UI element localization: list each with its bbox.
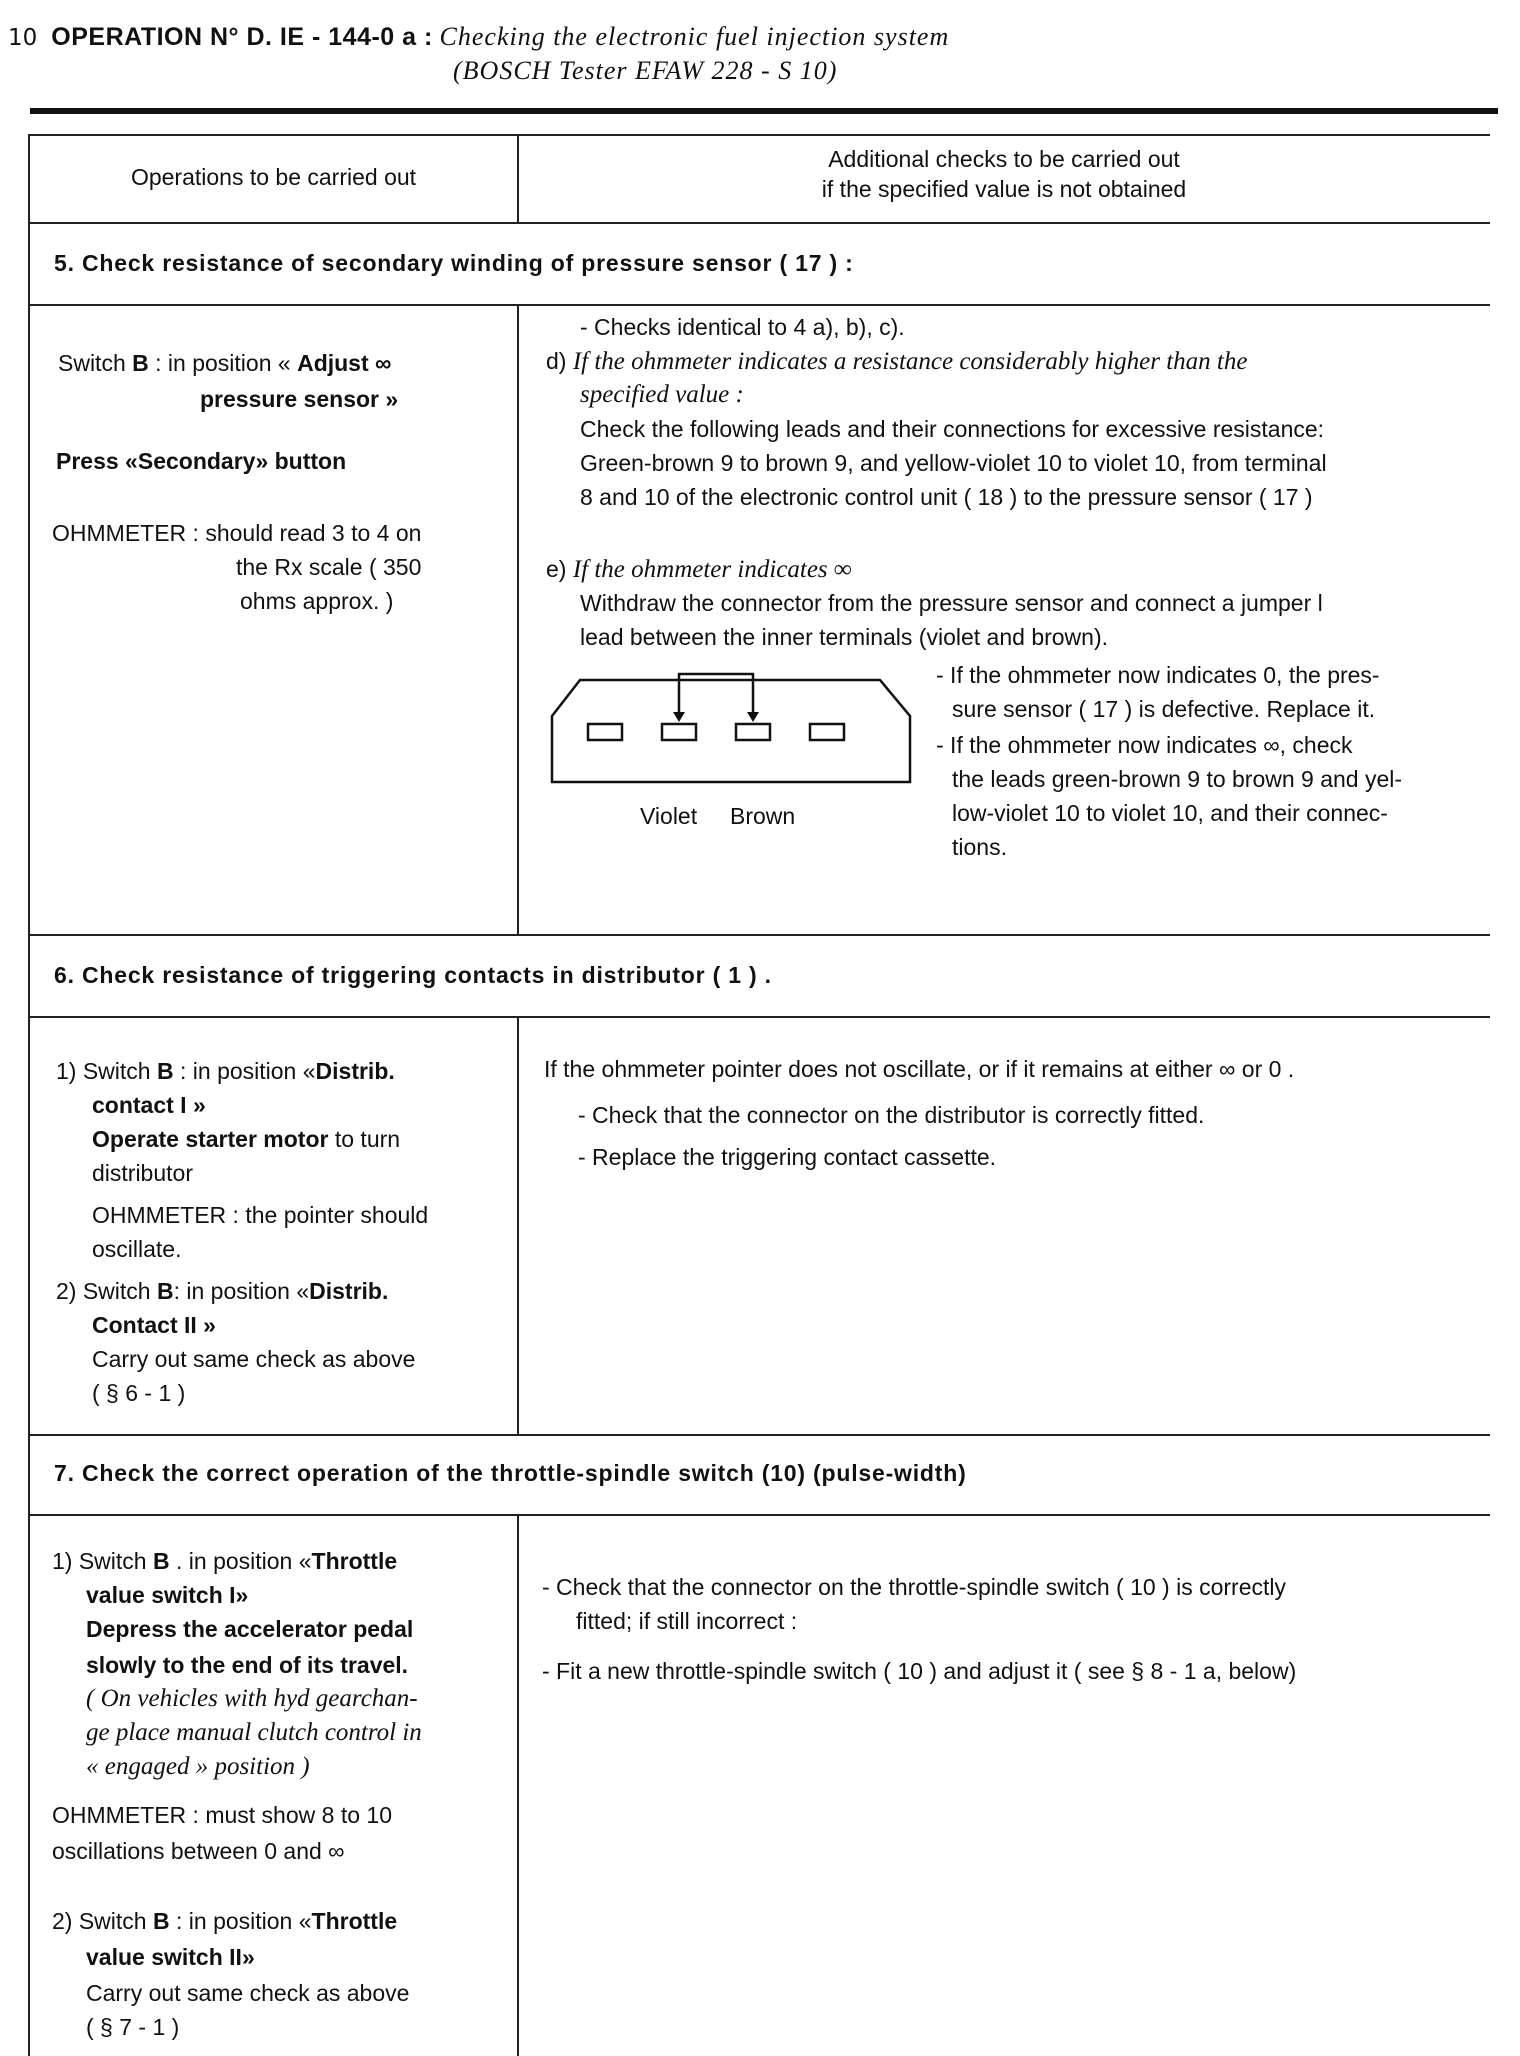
section6-title-border xyxy=(30,1016,1490,1018)
procedure-table xyxy=(28,134,1490,2056)
s7-ohm-line2: oscillations between 0 and ∞ xyxy=(52,1838,345,1864)
header-line-1 xyxy=(8,22,1508,52)
s7-step2-line3: Carry out same check as above xyxy=(86,1980,410,2006)
s6-right-line1: If the ohmmeter pointer does not oscillate, or if it remains at either ∞ or 0 . xyxy=(544,1056,1295,1082)
s5-ohm-line3: ohms approx. ) xyxy=(240,588,394,614)
s7-step2-line1: 2) Switch B : in position «Throttle xyxy=(52,1908,398,1934)
s6-step2-line4: ( § 6 - 1 ) xyxy=(92,1380,186,1406)
terminal-brown xyxy=(736,724,770,740)
s5-e-line3: lead between the inner terminals (violet and brown). xyxy=(580,624,1109,650)
s5-checks-line: - Checks identical to 4 a), b), c). xyxy=(580,314,905,340)
terminal-violet xyxy=(662,724,696,740)
connector-outline xyxy=(552,680,910,782)
s7-step1-italic3: « engaged » position ) xyxy=(86,1753,310,1780)
s5-bullet2-line4: tions. xyxy=(952,834,1007,860)
col2-header-line1: Additional checks to be carried out xyxy=(828,146,1180,172)
section7-divider xyxy=(517,1514,519,2056)
s7-step2-line4: ( § 7 - 1 ) xyxy=(86,2014,180,2040)
s6-step2-line3: Carry out same check as above xyxy=(92,1346,416,1372)
operation-code: OPERATION N° D. IE - 144-0 a : xyxy=(51,23,433,51)
s6-step1-line6: oscillate. xyxy=(92,1236,182,1262)
s5-switch-line2: pressure sensor » xyxy=(200,386,399,412)
col2-header-line2: if the specified value is not obtained xyxy=(821,176,1187,202)
s6-step1-line5: OHMMETER : the pointer should xyxy=(92,1202,429,1228)
s6-step2-line2: Contact II » xyxy=(92,1312,216,1338)
s5-bullet2-line3: low-violet 10 to violet 10, and their connec- xyxy=(952,800,1388,826)
s5-d-line4: Green-brown 9 to brown 9, and yellow-violet 10 to violet 10, from terminal xyxy=(580,450,1327,476)
section5-bottom-border xyxy=(30,934,1490,936)
s6-step1-line4: distributor xyxy=(92,1160,193,1186)
terminal-4 xyxy=(810,724,844,740)
s5-bullet1-line2: sure sensor ( 17 ) is defective. Replace it. xyxy=(952,696,1376,722)
s7-right-line1: - Check that the connector on the throttle-spindle switch ( 10 ) is correctly xyxy=(542,1574,1286,1600)
s6-step1-line1: 1) Switch B : in position «Distrib. xyxy=(56,1058,395,1084)
s7-step1-italic2: ge place manual clutch control in xyxy=(86,1719,422,1746)
s7-step1-line1: 1) Switch B . in position «Throttle xyxy=(52,1548,398,1574)
s6-step1-line3: Operate starter motor to turn xyxy=(92,1126,401,1152)
table-top-border xyxy=(30,134,1490,136)
s5-d-line5: 8 and 10 of the electronic control unit ( 18 ) to the pressure sensor ( 17 ) xyxy=(580,484,1313,510)
s6-right-line3: - Replace the triggering contact cassette. xyxy=(578,1144,997,1170)
s7-step2-line2: value switch II» xyxy=(86,1944,255,1970)
section6-divider xyxy=(517,1016,519,1434)
section6-title: 6. Check resistance of triggering contacts in distributor ( 1 ) . xyxy=(54,962,772,988)
operation-title: Checking the electronic fuel injection system xyxy=(439,22,950,51)
s5-e-line1: e) If the ohmmeter indicates ∞ xyxy=(546,556,852,583)
s5-bullet2-line2: the leads green-brown 9 to brown 9 and yel- xyxy=(952,766,1403,792)
jumper-arrow-brown xyxy=(747,712,759,722)
s7-step1-line2: value switch I» xyxy=(86,1582,249,1608)
terminal-1 xyxy=(588,724,622,740)
s5-d-line3: Check the following leads and their connections for excessive resistance: xyxy=(580,416,1325,442)
s5-bullet1-line1: - If the ohmmeter now indicates 0, the pres- xyxy=(936,662,1380,688)
label-brown: Brown xyxy=(730,803,796,829)
s7-right-line3: - Fit a new throttle-spindle switch ( 10 ) and adjust it ( see § 8 - 1 a, below) xyxy=(542,1658,1297,1684)
s6-right-line2: - Check that the connector on the distributor is correctly fitted. xyxy=(578,1102,1205,1128)
section7-title: 7. Check the correct operation of the throttle-spindle switch (10) (pulse-width) xyxy=(54,1460,967,1486)
s5-press-line: Press «Secondary» button xyxy=(56,448,347,474)
s5-switch-line: Switch B : in position « Adjust ∞ xyxy=(58,350,392,376)
s5-bullet2-line1: - If the ohmmeter now indicates ∞, check xyxy=(936,732,1353,758)
jumper-arrow-violet xyxy=(673,712,685,722)
s7-ohm-line1: OHMMETER : must show 8 to 10 xyxy=(52,1802,392,1828)
section5-divider xyxy=(517,304,519,934)
section5-title: 5. Check resistance of secondary winding of pressure sensor ( 17 ) : xyxy=(54,250,854,276)
s6-step2-line1: 2) Switch B: in position «Distrib. xyxy=(56,1278,389,1304)
s5-d-line2: specified value : xyxy=(580,381,744,408)
s7-step1-italic1: ( On vehicles with hyd gearchan- xyxy=(86,1685,418,1712)
s5-ohm-line1: OHMMETER : should read 3 to 4 on xyxy=(52,520,422,546)
s7-step1-line4: slowly to the end of its travel. xyxy=(86,1652,409,1678)
section7-title-border xyxy=(30,1514,1490,1516)
s7-step1-line3: Depress the accelerator pedal xyxy=(86,1616,414,1642)
page-number: 10 xyxy=(8,25,38,51)
s6-step1-line2: contact I » xyxy=(92,1092,206,1118)
operation-subtitle: (BOSCH Tester EFAW 228 - S 10) xyxy=(453,56,838,85)
page-header xyxy=(8,22,1508,85)
header-rule xyxy=(30,108,1498,114)
section5-title-border xyxy=(30,304,1490,306)
col1-header: Operations to be carried out xyxy=(130,164,417,190)
s5-ohm-line2: the Rx scale ( 350 xyxy=(236,554,422,580)
s5-e-line2: Withdraw the connector from the pressure sensor and connect a jumper l xyxy=(580,590,1323,616)
label-violet: Violet xyxy=(640,803,698,829)
header-row-border xyxy=(30,222,1490,224)
section6-bottom-border xyxy=(30,1434,1490,1436)
s7-right-line2: fitted; if still incorrect : xyxy=(576,1608,798,1634)
connector-diagram xyxy=(550,672,930,832)
s5-d-line1: d) If the ohmmeter indicates a resistance considerably higher than the xyxy=(546,348,1248,375)
